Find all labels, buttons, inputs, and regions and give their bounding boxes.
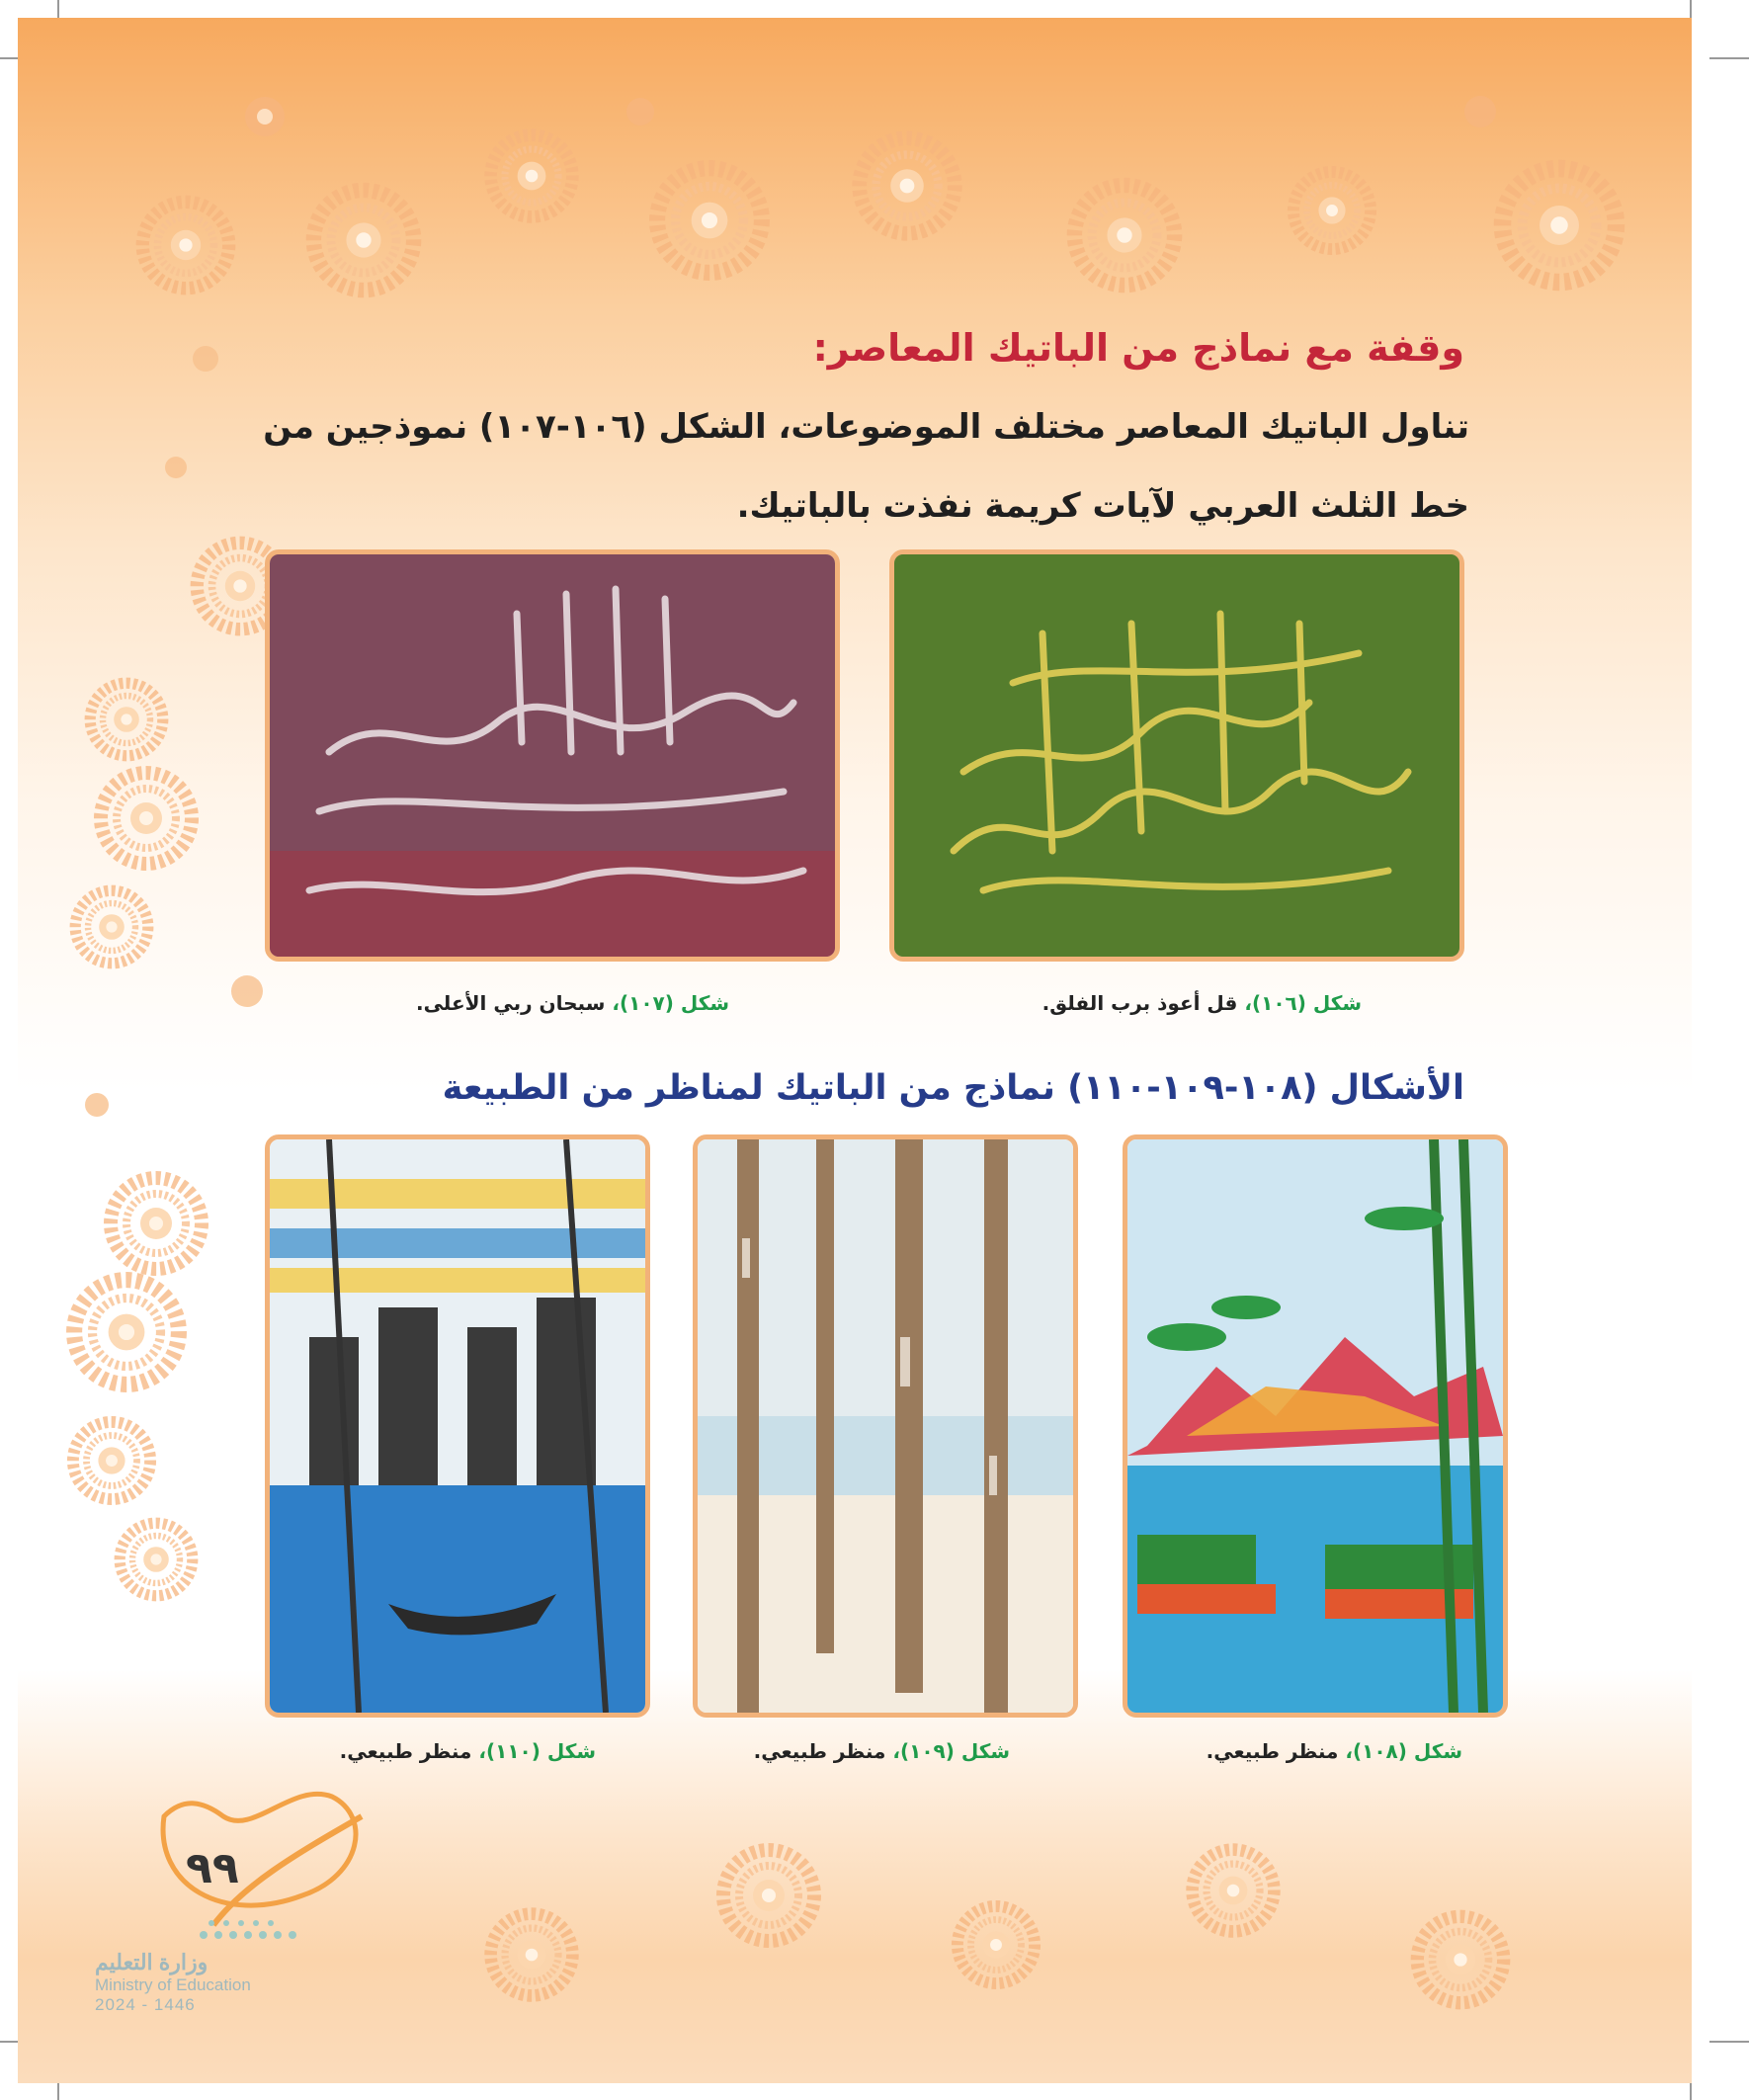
caption-text: منظر طبيعي. [753,1739,886,1763]
caption-text: سبحان ربي الأعلى. [415,991,606,1015]
caption-figure-108 [1207,1739,1462,1763]
caption-figure-106 [1042,991,1362,1015]
figure-110-image [265,1134,650,1718]
ministry-name-english: Ministry of Education [95,1975,251,1994]
page-number: ٩٩ [186,1843,239,1893]
caption-label: شكل (١٠٩)، [892,1739,1010,1763]
section-subheading: الأشكال (١٠٨-١٠٩-١١٠) نماذج من الباتيك لمناظر من الطبيعة [442,1068,1464,1108]
figure-106-image [889,549,1464,962]
caption-label: شكل (١١٠)، [478,1739,596,1763]
caption-label: شكل (١٠٧)، [612,991,729,1015]
ministry-logo [95,1950,332,2015]
caption-figure-107 [416,991,729,1015]
leaf-ornament-icon [144,1777,381,1945]
ministry-year: 2024 - 1446 [95,1995,196,2014]
caption-text: قل أعوذ برب الفلق. [1041,991,1238,1015]
caption-figure-110 [340,1739,596,1763]
section-heading: وقفة مع نماذج من الباتيك المعاصر: [812,326,1464,370]
caption-text: منظر طبيعي. [339,1739,472,1763]
paragraph-line-2: خط الثلث العربي لآيات كريمة نفذت بالباتيك. [736,486,1469,526]
figure-108-image [1123,1134,1508,1718]
caption-text: منظر طبيعي. [1206,1739,1339,1763]
ministry-name-arabic: وزارة التعليم [95,1950,208,1974]
crop-mark [1709,57,1749,59]
caption-figure-109 [754,1739,1010,1763]
paragraph-line-1: تناول الباتيك المعاصر مختلف الموضوعات، الشكل (١٠٦-١٠٧) نموذجين من [263,407,1469,447]
caption-label: شكل (١٠٦)، [1244,991,1362,1015]
figure-109-image [693,1134,1078,1718]
textbook-page [18,18,1692,2083]
caption-label: شكل (١٠٨)، [1345,1739,1462,1763]
crop-mark [1709,2041,1749,2043]
figure-107-image [265,549,840,962]
